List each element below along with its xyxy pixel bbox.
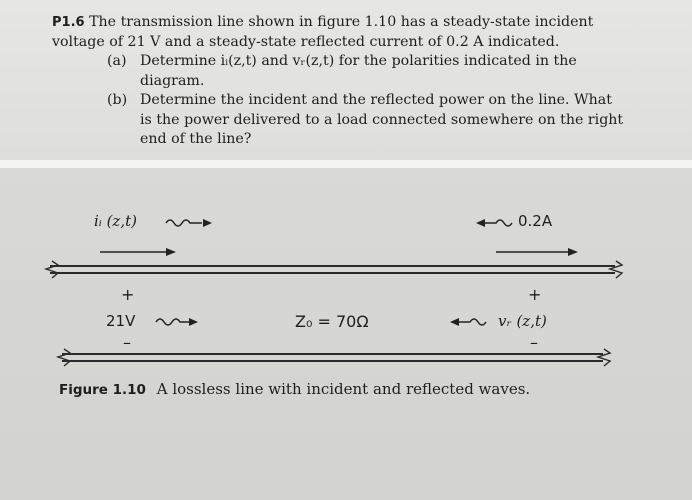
part-a-text-2: diagram. <box>140 72 205 89</box>
incident-current-arrow-icon <box>100 248 176 256</box>
problem-statement-1: The transmission line shown in figure 1.10 has a steady-state incident <box>89 14 594 30</box>
problem-number: P1.6 <box>52 15 85 30</box>
figure-number: Figure 1.10 <box>59 382 146 398</box>
incident-wave-arrow-icon <box>166 219 212 227</box>
left-plus-sign: + <box>121 285 135 304</box>
part-b-line-1 <box>52 91 677 111</box>
reflected-voltage-label: vᵣ (z,t) <box>498 312 547 330</box>
right-plus-sign: + <box>528 285 542 304</box>
problem-line-1 <box>52 13 677 33</box>
reflected-current-arrow-icon <box>496 248 578 256</box>
part-b-text-3: end of the line? <box>140 131 252 147</box>
incident-voltage-value: 21V <box>106 312 136 330</box>
part-b-label: (b) <box>107 92 128 108</box>
impedance-label: Z₀ = 70Ω <box>295 312 369 331</box>
part-a-line-2 <box>52 72 677 92</box>
part-b-line-3 <box>52 130 677 150</box>
transmission-line-diagram <box>0 168 692 378</box>
part-a-label: (a) <box>107 53 127 69</box>
figure-caption-text: A lossless line with incident and reflected waves. <box>156 380 531 398</box>
reflected-voltage-wave-arrow-icon <box>450 318 486 326</box>
problem-text <box>52 13 677 150</box>
top-conductor <box>46 261 622 278</box>
figure-caption <box>59 380 530 398</box>
problem-statement-2: voltage of 21 V and a steady-state reflected current of 0.2 A indicated. <box>52 33 560 50</box>
bottom-conductor <box>58 349 610 366</box>
part-b-line-2 <box>52 111 677 131</box>
part-b-text-2: is the power delivered to a load connected somewhere on the right <box>140 111 624 128</box>
incident-current-label: iᵢ (z,t) <box>94 212 137 230</box>
part-b-text-1: Determine the incident and the reflected power on the line. What <box>140 92 612 108</box>
part-a-line-1 <box>52 52 677 72</box>
incident-voltage-wave-arrow-icon <box>156 318 198 326</box>
reflected-current-value: 0.2A <box>518 212 553 230</box>
left-minus-sign: – <box>123 333 131 352</box>
right-minus-sign: – <box>530 333 538 352</box>
reflected-wave-arrow-icon <box>476 219 512 227</box>
panel-divider <box>0 160 692 168</box>
problem-line-2 <box>52 33 677 53</box>
part-a-text-1: Determine iᵢ(z,t) and vᵣ(z,t) for the polarities indicated in the <box>140 53 577 69</box>
